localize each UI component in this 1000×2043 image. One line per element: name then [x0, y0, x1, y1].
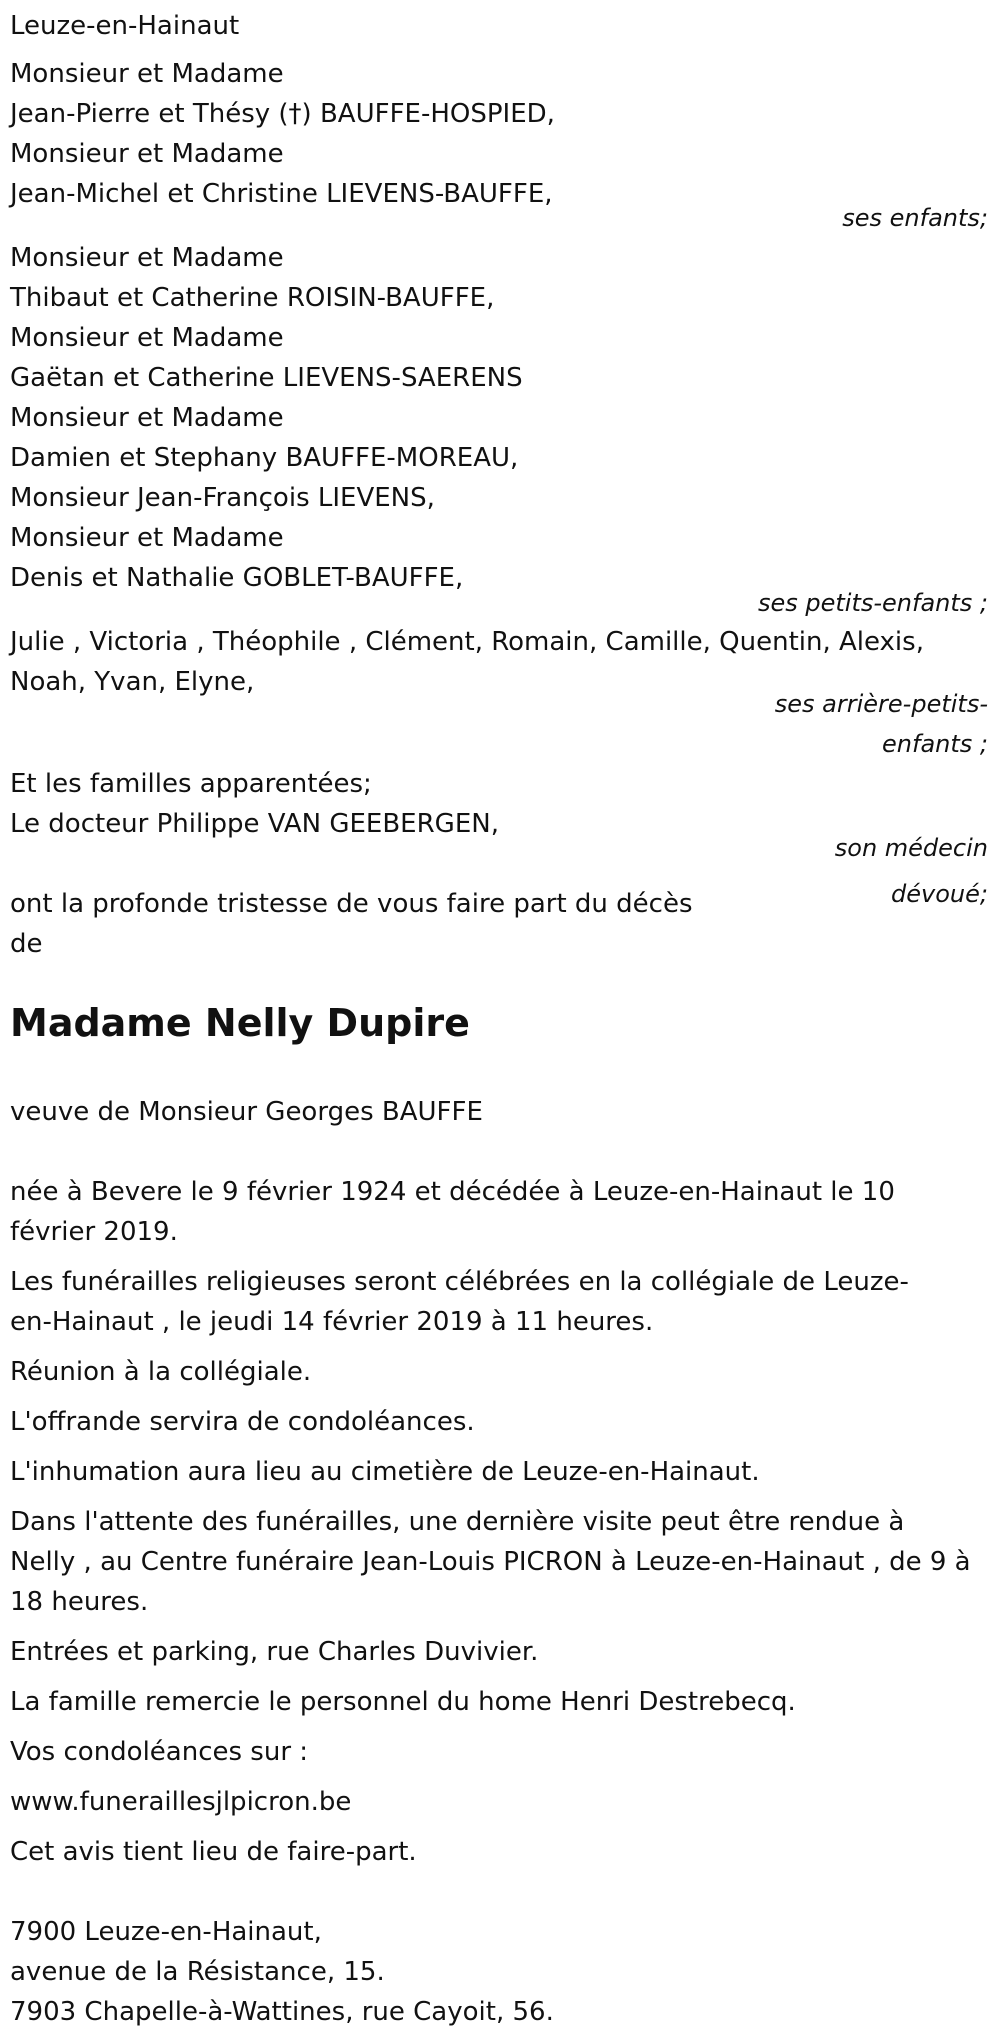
deceased-name: Madame Nelly Dupire	[10, 1001, 470, 1045]
grandchildren-line-5: Monsieur et Madame	[10, 403, 284, 433]
children-line-4: Jean-Michel et Christine LIEVENS-BAUFFE,	[10, 179, 553, 209]
doctor-line: Le docteur Philippe VAN GEEBERGEN,	[10, 809, 499, 839]
announcement-line-1: ont la profonde tristesse de vous faire part du décès	[10, 889, 693, 919]
address-line-1: 7900 Leuze-en-Hainaut,	[10, 1917, 322, 1947]
birth-death-line-2: février 2019.	[10, 1217, 178, 1247]
address-line-2: avenue de la Résistance, 15.	[10, 1957, 385, 1987]
grandchildren-line-2: Thibaut et Catherine ROISIN-BAUFFE,	[10, 283, 495, 313]
funeral-line-1: Les funérailles religieuses seront célébrées en la collégiale de Leuze-	[10, 1267, 909, 1297]
children-line-3: Monsieur et Madame	[10, 139, 284, 169]
announcement-line-2: de	[10, 929, 43, 959]
children-role: ses enfants;	[842, 204, 988, 232]
children-line-2: Jean-Pierre et Thésy (†) BAUFFE-HOSPIED,	[10, 99, 555, 129]
burial-line: L'inhumation aura lieu au cimetière de Leuze-en-Hainaut.	[10, 1457, 760, 1487]
grandchildren-line-6: Damien et Stephany BAUFFE-MOREAU,	[10, 443, 519, 473]
widow-line: veuve de Monsieur Georges BAUFFE	[10, 1097, 483, 1127]
notice-line: Cet avis tient lieu de faire-part.	[10, 1837, 417, 1867]
great-grandchildren-role-1: ses arrière-petits-	[774, 690, 988, 718]
grandchildren-role: ses petits-enfants ;	[757, 589, 988, 617]
grandchildren-line-1: Monsieur et Madame	[10, 243, 284, 273]
great-grandchildren-line-1: Julie , Victoria , Théophile , Clément, Romain, Camille, Quentin, Alexis,	[10, 627, 924, 657]
parking-line: Entrées et parking, rue Charles Duvivier.	[10, 1637, 539, 1667]
grandchildren-line-4: Gaëtan et Catherine LIEVENS-SAERENS	[10, 363, 523, 393]
grandchildren-line-8: Monsieur et Madame	[10, 523, 284, 553]
condolences-label: Vos condoléances sur :	[10, 1737, 309, 1767]
address-line-3: 7903 Chapelle-à-Wattines, rue Cayoit, 56.	[10, 1997, 554, 2027]
city-heading: Leuze-en-Hainaut	[10, 11, 240, 41]
children-line-1: Monsieur et Madame	[10, 59, 284, 89]
visit-line-2: Nelly , au Centre funéraire Jean-Louis PICRON à Leuze-en-Hainaut , de 9 à	[10, 1547, 971, 1577]
doctor-role-1: son médecin	[834, 834, 988, 862]
offering-line: L'offrande servira de condoléances.	[10, 1407, 475, 1437]
grandchildren-line-7: Monsieur Jean-François LIEVENS,	[10, 483, 435, 513]
meeting-line: Réunion à la collégiale.	[10, 1357, 312, 1387]
doctor-role-2: dévoué;	[891, 880, 988, 908]
great-grandchildren-line-2: Noah, Yvan, Elyne,	[10, 667, 255, 697]
families-line: Et les familles apparentées;	[10, 769, 372, 799]
grandchildren-line-9: Denis et Nathalie GOBLET-BAUFFE,	[10, 563, 464, 593]
funeral-line-2: en-Hainaut , le jeudi 14 février 2019 à 11 heures.	[10, 1307, 654, 1337]
birth-death-line-1: née à Bevere le 9 février 1924 et décédée à Leuze-en-Hainaut le 10	[10, 1177, 895, 1207]
website-link[interactable]: www.funeraillesjlpicron.be	[10, 1787, 352, 1817]
visit-line-3: 18 heures.	[10, 1587, 149, 1617]
visit-line-1: Dans l'attente des funérailles, une dernière visite peut être rendue à	[10, 1507, 905, 1537]
great-grandchildren-role-2: enfants ;	[882, 730, 988, 758]
thanks-line: La famille remercie le personnel du home Henri Destrebecq.	[10, 1687, 796, 1717]
grandchildren-line-3: Monsieur et Madame	[10, 323, 284, 353]
